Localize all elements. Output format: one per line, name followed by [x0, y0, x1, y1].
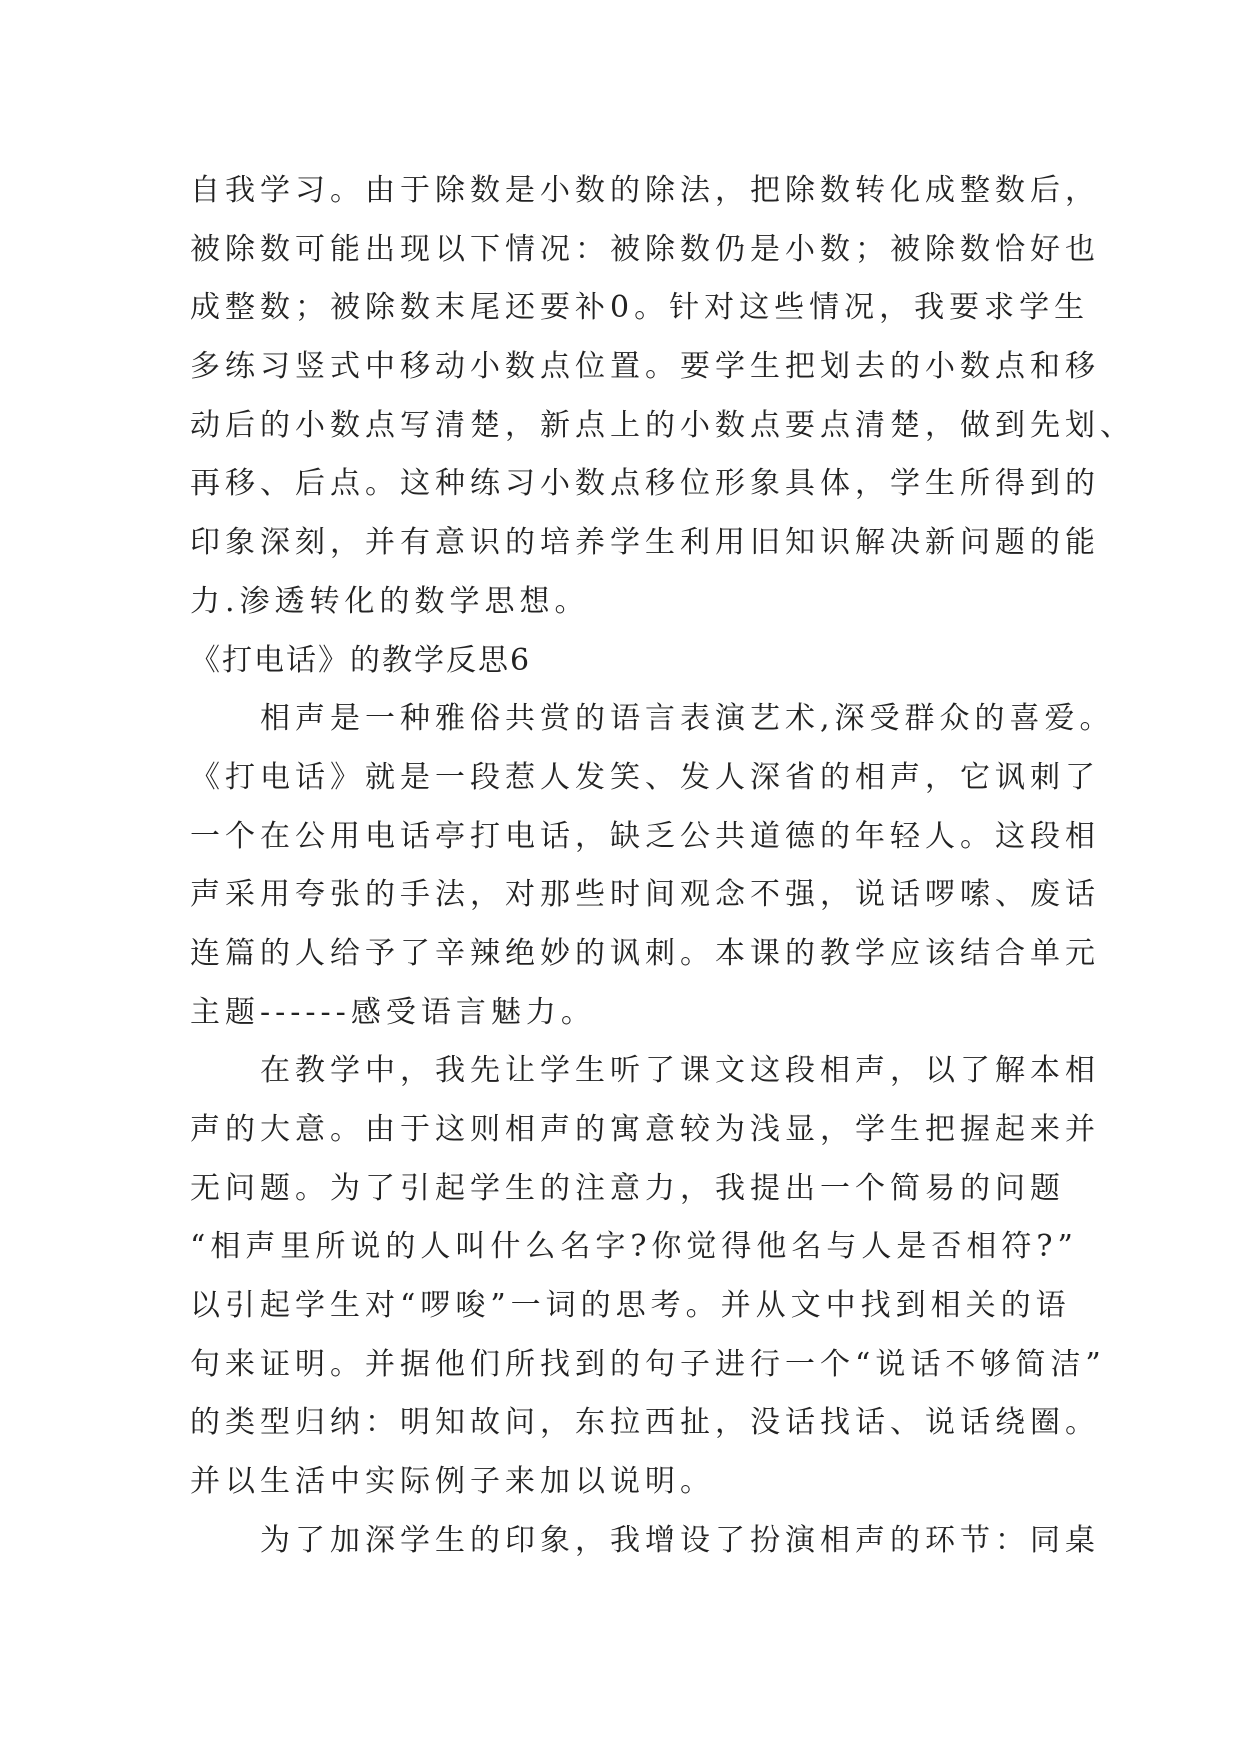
text-line: 并以生活中实际例子来加以说明。: [190, 1464, 715, 1500]
text-line: 《打电话》就是一段惹人发笑、发人深省的相声，它讽刺了: [190, 759, 1100, 795]
text-line: “相声里所说的人叫什么名字?你觉得他名与人是否相符?”: [190, 1229, 1078, 1265]
text-line: 成整数；被除数末尾还要补0。针对这些情况，我要求学生: [190, 290, 1090, 326]
text-line: 声的大意。由于这则相声的寓意较为浅显，学生把握起来并: [190, 1112, 1100, 1147]
text-line: 再移、后点。这种练习小数点移位形象具体，学生所得到的: [190, 466, 1100, 502]
text-line: 印象深刻，并有意识的培养学生利用旧知识解决新问题的能: [190, 525, 1100, 561]
text-line: 力.渗透转化的数学思想。: [190, 583, 590, 619]
paragraph-start-line: 为了加深学生的印象，我增设了扮演相声的环节：同桌: [260, 1522, 1100, 1558]
text-line: 主题------感受语言魅力。: [190, 994, 596, 1030]
text-line: 一个在公用电话亭打电话，缺乏公共道德的年轻人。这段相: [190, 818, 1100, 854]
text-line: 无问题。为了引起学生的注意力，我提出一个简易的问题: [190, 1170, 1065, 1206]
text-line: 自我学习。由于除数是小数的除法，把除数转化成整数后，: [190, 173, 1100, 208]
text-line: 的类型归纳：明知故问，东拉西扯，没话找话、说话绕圈。: [190, 1405, 1100, 1441]
text-line: 动后的小数点写清楚，新点上的小数点要点清楚，做到先划、: [190, 407, 1135, 443]
text-line: 以引起学生对“啰唆”一词的思考。并从文中找到相关的语: [190, 1288, 1071, 1324]
text-line: 声采用夸张的手法，对那些时间观念不强，说话啰嗦、废话: [190, 877, 1100, 913]
text-line: 句来证明。并据他们所找到的句子进行一个“说话不够简洁”: [190, 1346, 1106, 1382]
section-heading: 《打电话》的教学反思6: [190, 642, 532, 678]
text-line: 多练习竖式中移动小数点位置。要学生把划去的小数点和移: [190, 349, 1100, 385]
text-line: 连篇的人给予了辛辣绝妙的讽刺。本课的教学应该结合单元: [190, 935, 1100, 971]
paragraph-start-line: 在教学中，我先让学生听了课文这段相声，以了解本相: [260, 1053, 1100, 1089]
document-body: [190, 162, 1135, 1571]
text-line: 被除数可能出现以下情况：被除数仍是小数；被除数恰好也: [190, 231, 1100, 267]
paragraph-start-line: 相声是一种雅俗共赏的语言表演艺术,深受群众的喜爱。: [260, 701, 1115, 737]
